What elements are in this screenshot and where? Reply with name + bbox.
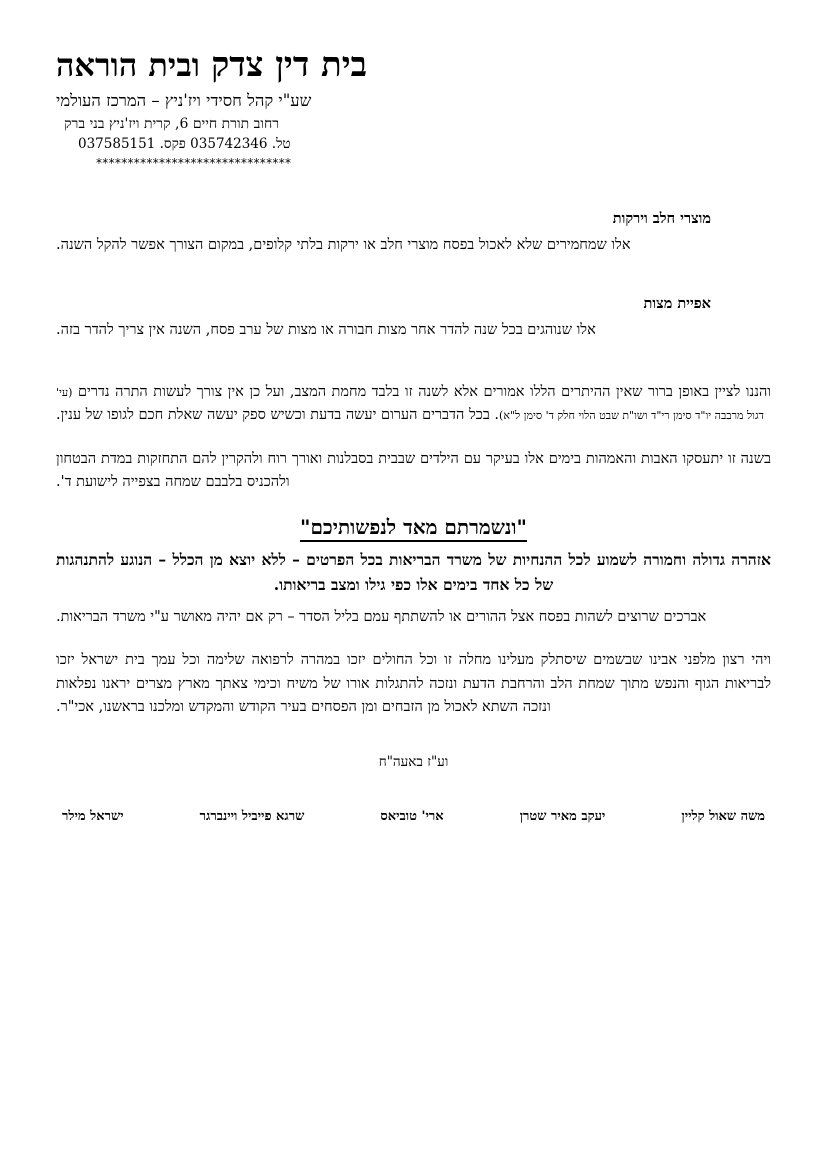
warning-note-text: אברכים שרוצים לשהות בפסח אצל ההורים או להשתתף עמם בליל הסדר – רק אם יהיה מאושר ע"י משרד הבריאות.	[56, 608, 707, 625]
warning-block	[56, 515, 771, 630]
organization-title-main: בית דין צדק	[211, 45, 368, 85]
section-dairy-text: אלו שמחמירים שלא לאכול בפסח מוצרי חלב או ירקות בלתי קלופים, במקום הצורך אפשר להקל השנה.	[56, 236, 631, 253]
spacer	[56, 343, 771, 381]
section-dairy	[56, 210, 771, 257]
organization-title-tail: ובית הוראה	[56, 46, 200, 84]
section-dairy-heading: מוצרי חלב וירקות	[612, 209, 711, 227]
spacer	[56, 257, 771, 295]
section-matza-heading: אפיית מצות	[643, 295, 711, 313]
clarification-text-after: . בכל הדברים הערום יעשה בדעת וכשיש ספק יעשה שאלת חכם לגופו של ענין.	[56, 407, 500, 424]
spacer	[56, 495, 771, 515]
organization-address: רחוב תורת חיים 6, קרית ויז'ניץ בני ברק	[64, 115, 280, 132]
warning-title-text: "ונשמרתם מאד לנפשותיכם"	[300, 515, 527, 542]
warning-title	[56, 515, 771, 540]
signer-name: ארי' טוביאס	[380, 808, 444, 824]
signer-name: שרגא פייביל ויינברגר	[199, 808, 305, 824]
spacer	[56, 428, 771, 448]
section-encouragement-text: בשנה זו יתעסקו האבות והאמהות בימים אלו בעיקר עם הילדים שבבית בסבלנות ואורך רוח ולהקרין להם התחזקות במדת הבטחון ולהכניס בלבבם שמחה בצפייה לישועת ד'.	[56, 450, 771, 491]
signer-name: ישראל מילר	[62, 808, 124, 824]
organization-subtitle: שע"י קהל חסידי ויז'ניץ – המרכז העולמי	[56, 91, 312, 111]
section-matza	[56, 295, 771, 342]
section-matza-text: אלו שנוהגים בכל שנה להדר אחר מצות חבורה או מצות של ערב פסח, השנה אין צריך להדר בזה.	[56, 322, 596, 339]
warning-body-text: אזהרה גדולה וחמורה לשמוע לכל ההנחיות של משרד הבריאות בכל הפרטים – ללא יוצא מן הכלל – הנוגע להתנהגות של כל אחד בימים אלו כפי גילו ומצב בריאותו.	[56, 549, 771, 595]
organization-phone: טל. 035742346 פקס. 037585151	[78, 136, 291, 153]
signer-name: משה שאול קליין	[681, 808, 765, 824]
organization-title	[56, 46, 771, 84]
signer-name: יעקב מאיר שטרן	[519, 808, 606, 824]
letterhead	[56, 46, 771, 170]
document-body	[56, 210, 771, 824]
signers-row	[56, 808, 771, 824]
section-clarification-text	[56, 381, 771, 428]
clarification-citation: (עי' דגול מרבבה יו"ד סימן רי"ד ושו"ת שבט הלוי חלק ד' סימן ל"א)	[56, 385, 764, 423]
signoff-line: וע"ז באעה"ח	[378, 753, 449, 770]
spacer	[56, 629, 771, 649]
closing-blessing-text: ויהי רצון מלפני אבינו שבשמים שיסתלק מעלינו מחלה זו וכל החולים יזכו במהרה לרפואה שלימה וכל עמך בית ישראל יזכו לבריאות הגוף והנפש מתוך שמחת הלב והרחבת הדעת ונזכה להתגלות אורו של משיח וכימי צאתך מארץ מצרים יראנו נפלאות ונזכה השתא לאכול מן הזבחים ומן הפסחים בעיר הקודש והמקדש ומלכנו בראשנו, אכי"ר.	[56, 652, 771, 716]
clarification-text-before: והננו לציין באופן ברור שאין ההיתרים הללו אמורים אלא לשנה זו בלבד מחמת המצב, ועל כן אין צורך לעשות התרה נדרים	[72, 383, 771, 400]
asterisk-divider: *******************************	[96, 155, 292, 170]
